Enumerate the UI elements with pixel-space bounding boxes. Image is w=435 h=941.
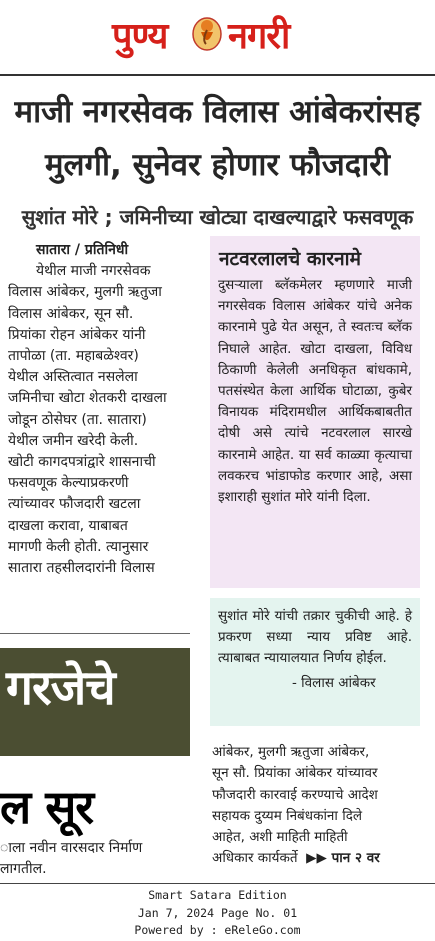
article-body-left <box>8 261 193 579</box>
body-line: आंबेकर, मुलगी ऋतुजा आंबेकर, <box>212 744 370 760</box>
quote-box-body: सुशांत मोरे यांची तक्रार चुकीची आहे. हे प्रकरण सध्या न्याय प्रविष्ट आहे. त्याबाबत न्यायालयात निर्णय होईल. <box>218 608 412 666</box>
footer <box>0 887 435 940</box>
body-line: सून सौ. प्रियांका आंबेकर यांच्यावर <box>212 765 378 782</box>
body-line: येथील जमीन खरेदी केली. <box>8 432 139 449</box>
body-line: दाखला करावा, याबाबत <box>8 517 128 534</box>
adjacent-story-line: ाला नवीन वारसदार निर्माण <box>0 840 143 856</box>
adjacent-story-text <box>0 838 195 880</box>
footer-edition: Smart Satara Edition <box>148 888 287 902</box>
body-line: सातारा तहसीलदारांनी विलास <box>8 560 155 577</box>
body-line: विलास आंबेकर, मुलगी ऋतुजा <box>8 284 162 301</box>
sidebar-box <box>210 236 420 588</box>
body-line: आहेत, अशी माहिती माहिती <box>212 829 348 846</box>
body-line: अधिकार कार्यकर्ते <box>212 850 298 867</box>
article-left-column <box>8 240 193 579</box>
masthead-rule <box>0 74 435 76</box>
dateline: सातारा / प्रतिनिधी <box>36 242 129 258</box>
masthead-logo-left: पुण्य <box>112 16 168 57</box>
column-divider <box>0 633 190 634</box>
body-line: फौजदारी कारवाई करण्याचे आदेश <box>212 786 378 803</box>
body-line: येथील अस्तित्वात नसलेला <box>8 369 138 386</box>
headline-line2: मुलगी, सुनेवर होणार फौजदारी <box>44 147 390 183</box>
footer-date-page: Jan 7, 2024 Page No. 01 <box>137 905 298 920</box>
adjacent-story-subhead: ल सूर <box>0 780 94 834</box>
body-line: तापोळा (ता. महाबळेश्वर) <box>8 348 139 365</box>
body-line: मागणी केली होती. त्यानुसार <box>8 538 149 555</box>
body-line: खोटी कागदपत्रांद्वारे शासनाची <box>8 454 156 471</box>
footer-powered-by[interactable]: Powered by : eReleGo.com <box>134 923 301 937</box>
subheadline: सुशांत मोरे ; जमिनीच्या खोट्या दाखल्याद्वारे फसवणूक <box>21 205 414 229</box>
body-line-last <box>212 848 422 869</box>
continued-link[interactable]: ▶▶ पान २ वर <box>306 850 380 867</box>
quote-box <box>210 598 420 726</box>
adjacent-story-headline: गरजेचे <box>6 660 115 716</box>
body-line: प्रियांका रोहन आंबेकर यांनी <box>8 326 146 343</box>
sidebar-box-title: नटवरलालचे कारनामे <box>219 248 361 270</box>
body-line: येथील माजी नगरसेवक <box>36 263 151 280</box>
masthead-logo-right: नगरी <box>228 16 290 57</box>
body-line: जोडून ठोसेघर (ता. सातारा) <box>8 411 147 428</box>
body-line: जमिनीचा खोटा शेतकरी दाखला <box>8 390 167 407</box>
body-line: सहायक दुय्यम निबंधकांना दिले <box>212 807 363 824</box>
ganesha-seal-icon <box>190 12 224 52</box>
headline-line1: माजी नगरसेवक विलास आंबेकरांसह <box>14 94 421 130</box>
masthead <box>0 0 435 70</box>
body-line: त्यांच्यावर फौजदारी खटला <box>8 496 141 513</box>
quote-box-signature: - विलास आंबेकर <box>292 675 376 691</box>
footer-rule <box>0 883 435 884</box>
adjacent-story-line: लागतील. <box>0 861 47 877</box>
body-line: फसवणूक केल्याप्रकरणी <box>8 475 129 492</box>
body-line: विलास आंबेकर, सून सौ. <box>8 305 134 322</box>
article-right-column <box>212 742 422 870</box>
sidebar-box-body: दुसऱ्याला ब्लॅकमेलर म्हणणारे माजी नगरसेवक विलास आंबेकर यांचे अनेक कारनामे पुढे येत असून, ते स्वतःच ब्लॅक निघाले आहेत. खोटा दाखला, विविध ठिकाणी केलेली अनधिकृत बांधकामे, पतसंस्थेत केला आर्थिक घोटाळा, कुबेर विनायक मंदिरामधील आर्थिकबाबतीत दोषी असे त्यांचे नटवरलाल सारखे कारनामे आहेत. या सर्व काळ्या कृत्याचा लवकरच भांडाफोड करणार आहे, असा इशाराही सुशांत मोरे यांनी दिला. <box>218 277 412 506</box>
